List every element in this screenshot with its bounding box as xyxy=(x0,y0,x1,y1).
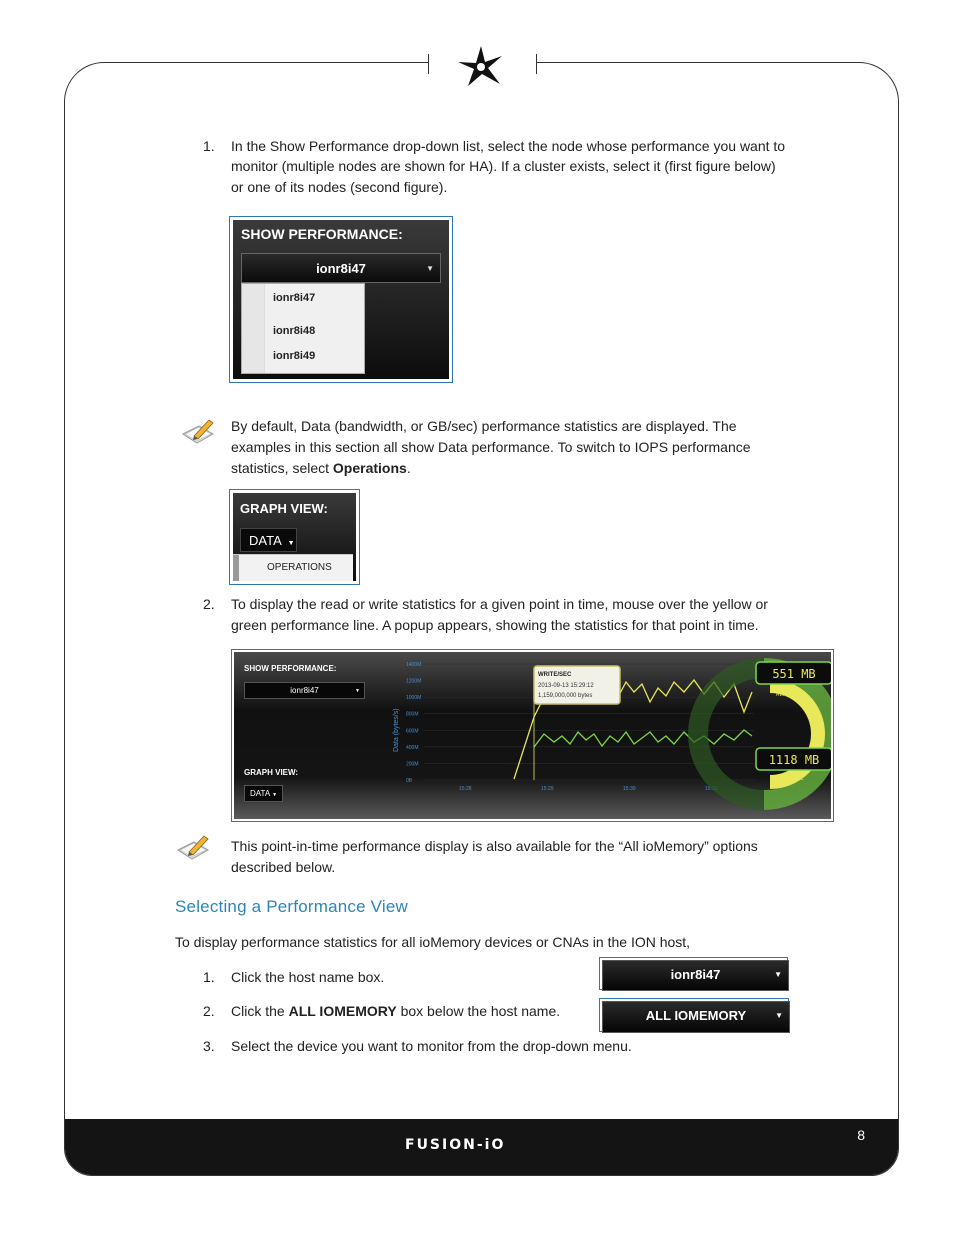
write-line xyxy=(534,730,752,747)
chevron-down-icon: ▼ xyxy=(775,1011,783,1020)
all-iomemory-box[interactable]: ALL IOMEMORY ▼ xyxy=(602,1001,790,1033)
x-tick-label: 15:30 xyxy=(623,786,636,792)
step-text-line: or one of its nodes (second figure). xyxy=(231,179,448,195)
note-pencil-icon xyxy=(181,416,215,446)
frame-tick-left xyxy=(428,54,429,74)
note-text-line: This point-in-time performance display is also available for the “All ioMemory” options xyxy=(231,838,758,854)
step-text-line: green performance line. A popup appears, showing the statistics for that point in time. xyxy=(231,617,759,633)
performance-panel-screenshot xyxy=(231,649,834,822)
node-select-value: ionr8i47 xyxy=(316,261,366,276)
graph-view-select[interactable]: DATA ▼ xyxy=(244,785,283,802)
graph-view-menu xyxy=(233,554,353,581)
step-text: Click the host name box. xyxy=(231,969,385,985)
read-label: READ/SEC xyxy=(776,692,802,698)
step-number: 1. xyxy=(203,138,215,154)
graph-view-label: GRAPH VIEW: xyxy=(244,768,299,777)
step-number: 1. xyxy=(203,969,215,985)
node-option[interactable]: ionr8i48 xyxy=(273,325,316,337)
note-text-line: statistics, select Operations. xyxy=(231,460,411,476)
frame-tick-right xyxy=(536,54,537,74)
all-iomemory-term: ALL IOMEMORY xyxy=(288,1003,397,1019)
step-text: Click the ALL IOMEMORY box below the host name. xyxy=(231,1003,561,1019)
chevron-down-icon: ▼ xyxy=(287,540,295,547)
show-performance-label: SHOW PERFORMANCE: xyxy=(244,664,337,673)
x-tick-label: 15:31 xyxy=(705,786,718,792)
page-footer xyxy=(65,1119,898,1175)
x-tick-label: 15:29 xyxy=(541,786,554,792)
step-text: Select the device you want to monitor from the drop-down menu. xyxy=(231,1038,632,1054)
note-pencil-icon xyxy=(176,832,210,862)
step-number: 2. xyxy=(203,596,215,612)
y-tick-label: 400M xyxy=(406,744,419,751)
node-option[interactable]: ionr8i47 xyxy=(273,292,316,304)
show-performance-title: SHOW PERFORMANCE: xyxy=(241,226,403,242)
graph-view-option[interactable]: OPERATIONS xyxy=(267,562,332,573)
graph-view-title: GRAPH VIEW: xyxy=(240,501,328,516)
popup-time: 2013-09-13 15:29:12 xyxy=(538,683,594,689)
y-tick-label: 0B xyxy=(406,778,413,784)
node-select[interactable]: ionr8i47 ▼ xyxy=(244,682,365,699)
graph-view-value: DATA xyxy=(249,533,282,548)
popup-title: WRITE/SEC xyxy=(538,672,572,678)
step-text-line: monitor (multiple nodes are shown for HA). If a cluster exists, select it (first figure below) xyxy=(231,158,776,174)
host-name-box-screenshot xyxy=(599,957,788,990)
step-text-line: To display the read or write statistics for a given point in time, mouse over the yellow or xyxy=(231,596,768,612)
popup-value: 1,159,000,000 bytes xyxy=(538,693,593,699)
section-heading: Selecting a Performance View xyxy=(175,897,409,916)
node-select[interactable] xyxy=(241,253,441,283)
host-name-box[interactable]: ionr8i47 ▼ xyxy=(602,960,789,991)
y-tick-label: 200M xyxy=(406,761,419,768)
graph-view-screenshot xyxy=(229,489,360,585)
note-text-line: By default, Data (bandwidth, or GB/sec) performance statistics are displayed. The xyxy=(231,418,737,434)
note-text-line: examples in this section all show Data performance. To switch to IOPS performance xyxy=(231,439,751,455)
y-axis-label: Data (bytes/s) xyxy=(393,708,400,752)
y-tick-label: 1400M xyxy=(406,662,422,668)
y-tick-label: 1200M xyxy=(406,678,422,685)
page-number: 8 xyxy=(857,1127,865,1143)
note-text-line: described below. xyxy=(231,859,336,875)
x-axis-ticks xyxy=(459,786,718,792)
y-axis-ticks xyxy=(406,662,421,784)
write-label: WRITE/SEC xyxy=(776,776,804,782)
operations-term: Operations xyxy=(332,460,407,476)
all-iomemory-box-screenshot xyxy=(599,998,789,1032)
node-option[interactable]: ionr8i49 xyxy=(273,350,316,362)
graph-view-select[interactable] xyxy=(240,528,297,552)
step-number: 2. xyxy=(203,1003,215,1019)
show-performance-screenshot xyxy=(229,216,453,383)
chevron-down-icon: ▼ xyxy=(774,970,782,979)
performance-graph xyxy=(384,652,831,819)
section-intro: To display performance statistics for all ioMemory devices or CNAs in the ION host, xyxy=(175,934,691,950)
footer-brand-logo: FUSION-iO xyxy=(405,1137,506,1153)
y-tick-label: 1000M xyxy=(406,695,422,702)
y-tick-label: 800M xyxy=(406,711,419,718)
read-value: 551 MB xyxy=(772,667,816,681)
step-text-line: In the Show Performance drop-down list, select the node whose performance you want to xyxy=(231,138,786,154)
fusion-star-logo-icon xyxy=(454,44,508,88)
chevron-down-icon: ▼ xyxy=(426,264,434,273)
step-number: 3. xyxy=(203,1038,215,1054)
node-dropdown-menu xyxy=(241,283,365,374)
write-value: 1118 MB xyxy=(768,753,820,767)
y-tick-label: 600M xyxy=(406,728,419,735)
gauge xyxy=(698,662,831,800)
x-tick-label: 15:28 xyxy=(459,786,472,792)
